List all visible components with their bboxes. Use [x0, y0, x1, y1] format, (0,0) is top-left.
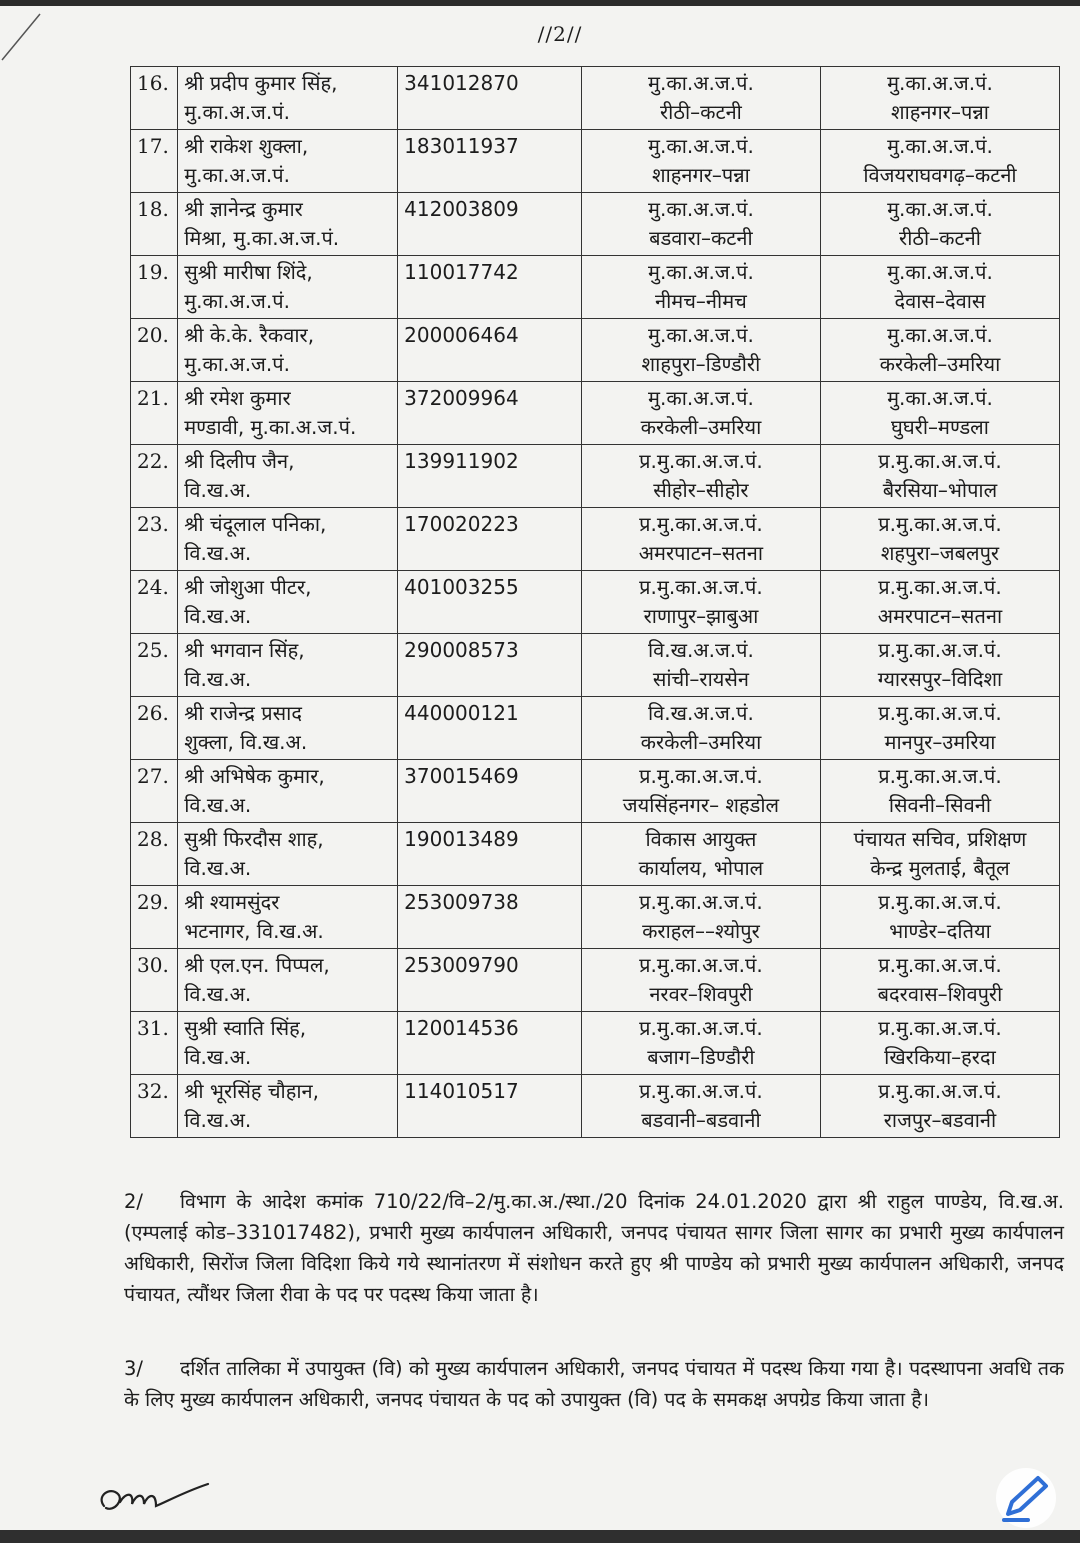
pen-icon [990, 1466, 1060, 1530]
current-posting-line-1: मु.का.अ.ज.पं. [648, 323, 754, 347]
table-row [131, 256, 1060, 319]
officer-name-line-1: श्री अभिषेक कुमार, [184, 764, 325, 788]
officer-name-line-1: सुश्री मारीषा शिंदे, [184, 260, 313, 284]
new-posting-line-2: घुघरी–मण्डला [891, 415, 989, 439]
serial-number-cell [131, 949, 178, 1012]
serial-number: 18. [137, 197, 169, 221]
current-posting-line-1: प्र.मु.का.अ.ज.पं. [639, 764, 763, 788]
paragraph-3-text: दर्शित तालिका में उपायुक्त (वि) को मुख्य कार्यपालन अधिकारी, जनपद पंचायत में पदस्थ किया गया है। पदस्थापना अवधि तक के लिए मुख्य कार्यपालन अधिकारी, जनपद पंचायत के पद को उपायुक्त (वि) पद के समकक्ष अपग्रेड किया जाता है। [124, 1357, 1064, 1411]
new-posting-cell [820, 1075, 1059, 1138]
employee-code-cell [398, 1012, 582, 1075]
officer-name-cell [178, 67, 398, 130]
officer-name-cell [178, 949, 398, 1012]
paragraph-3 [124, 1353, 1064, 1415]
serial-number-cell [131, 130, 178, 193]
paragraph-2-text: विभाग के आदेश कमांक 710/22/वि–2/मु.का.अ./स्था./20 दिनांक 24.01.2020 द्वारा श्री राहुल पाण्डेय, वि.ख.अ.(एम्पलाई कोड–331017482), प्रभारी मुख्य कार्यपालन अधिकारी, जनपद पंचायत सागर जिला सागर का प्रभारी मुख्य कार्यपालन अधिकारी, सिरोंज जिला विदिशा किये गये स्थानांतरण में संशोधन करते हुए श्री पाण्डेय को प्रभारी मुख्य कार्यपालन अधिकारी, जनपद पंचायत, त्यौंथर जिला रीवा के पद पर पदस्थ किया जाता है। [124, 1190, 1064, 1306]
table-row [131, 445, 1060, 508]
new-posting-line-1: मु.का.अ.ज.पं. [887, 323, 993, 347]
new-posting-line-1: प्र.मु.का.अ.ज.पं. [878, 512, 1002, 536]
officer-name-line-1: श्री ज्ञानेन्द्र कुमार [184, 197, 303, 221]
employee-code: 110017742 [404, 260, 519, 284]
table-row [131, 382, 1060, 445]
employee-code-cell [398, 760, 582, 823]
new-posting-line-2: मानपुर–उमरिया [884, 730, 996, 754]
officer-name-line-2: वि.ख.अ. [184, 541, 252, 565]
current-posting-cell [581, 256, 820, 319]
transfer-table [130, 66, 1060, 1138]
officer-name-line-1: श्री एल.एन. पिप्पल, [184, 953, 330, 977]
employee-code-cell [398, 130, 582, 193]
serial-number-cell [131, 445, 178, 508]
new-posting-cell [820, 823, 1059, 886]
serial-number: 16. [137, 71, 169, 95]
employee-code-cell [398, 67, 582, 130]
officer-name-line-2: शुक्ला, वि.ख.अ. [184, 730, 308, 754]
officer-name-line-1: श्री के.के. रैकवार, [184, 323, 315, 347]
officer-name-line-2: वि.ख.अ. [184, 478, 252, 502]
current-posting-cell [581, 508, 820, 571]
new-posting-cell [820, 382, 1059, 445]
serial-number-cell [131, 634, 178, 697]
signature [90, 1462, 230, 1526]
table-row [131, 697, 1060, 760]
employee-code-cell [398, 697, 582, 760]
current-posting-line-1: मु.का.अ.ज.पं. [648, 386, 754, 410]
current-posting-line-2: करकेली–उमरिया [640, 415, 762, 439]
officer-name-line-1: श्री जोशुआ पीटर, [184, 575, 312, 599]
current-posting-line-1: प्र.मु.का.अ.ज.पं. [639, 953, 763, 977]
serial-number-cell [131, 1075, 178, 1138]
new-posting-line-1: प्र.मु.का.अ.ज.पं. [878, 1016, 1002, 1040]
new-posting-line-2: केन्द्र मुलताई, बैतूल [870, 856, 1010, 880]
officer-name-line-1: श्री राकेश शुक्ला, [184, 134, 309, 158]
current-posting-cell [581, 1012, 820, 1075]
paragraph-3-number: 3/ [124, 1357, 143, 1380]
current-posting-line-2: रीठी–कटनी [659, 100, 742, 124]
officer-name-cell [178, 193, 398, 256]
employee-code: 290008573 [404, 638, 519, 662]
officer-name-cell [178, 571, 398, 634]
new-posting-line-1: प्र.मु.का.अ.ज.पं. [878, 1079, 1002, 1103]
new-posting-line-2: शहपुरा–जबलपुर [880, 541, 1000, 565]
current-posting-cell [581, 1075, 820, 1138]
current-posting-cell [581, 67, 820, 130]
current-posting-cell [581, 571, 820, 634]
officer-name-cell [178, 382, 398, 445]
new-posting-cell [820, 1012, 1059, 1075]
current-posting-line-2: कार्यालय, भोपाल [638, 856, 764, 880]
serial-number-cell [131, 823, 178, 886]
officer-name-line-1: श्री भगवान सिंह, [184, 638, 305, 662]
table-row [131, 823, 1060, 886]
table-row [131, 1012, 1060, 1075]
employee-code: 401003255 [404, 575, 519, 599]
top-edge [0, 0, 1080, 6]
officer-name-cell [178, 445, 398, 508]
current-posting-cell [581, 949, 820, 1012]
current-posting-line-1: मु.का.अ.ज.पं. [648, 134, 754, 158]
employee-code-cell [398, 886, 582, 949]
employee-code: 114010517 [404, 1079, 519, 1103]
current-posting-line-1: मु.का.अ.ज.पं. [648, 260, 754, 284]
new-posting-line-2: खिरकिया–हरदा [884, 1045, 996, 1069]
employee-code-cell [398, 1075, 582, 1138]
serial-number: 20. [137, 323, 169, 347]
table-row [131, 508, 1060, 571]
serial-number-cell [131, 256, 178, 319]
current-posting-line-1: प्र.मु.का.अ.ज.पं. [639, 1079, 763, 1103]
employee-code: 190013489 [404, 827, 519, 851]
officer-name-line-1: सुश्री फिरदौस शाह, [184, 827, 324, 851]
serial-number-cell [131, 1012, 178, 1075]
corner-pen-mark [0, 0, 60, 70]
new-posting-line-1: मु.का.अ.ज.पं. [887, 197, 993, 221]
officer-name-line-2: वि.ख.अ. [184, 1045, 252, 1069]
employee-code-cell [398, 823, 582, 886]
employee-code: 440000121 [404, 701, 519, 725]
serial-number-cell [131, 67, 178, 130]
current-posting-line-1: वि.ख.अ.ज.पं. [647, 701, 754, 725]
current-posting-line-2: बडवारा–कटनी [649, 226, 753, 250]
serial-number-cell [131, 193, 178, 256]
new-posting-cell [820, 886, 1059, 949]
serial-number: 21. [137, 386, 169, 410]
officer-name-cell [178, 130, 398, 193]
employee-code: 120014536 [404, 1016, 519, 1040]
employee-code: 372009964 [404, 386, 519, 410]
current-posting-line-1: प्र.मु.का.अ.ज.पं. [639, 575, 763, 599]
current-posting-cell [581, 823, 820, 886]
current-posting-line-2: शाहपुरा–डिण्डौरी [641, 352, 761, 376]
officer-name-line-1: श्री भूरसिंह चौहान, [184, 1079, 319, 1103]
officer-name-cell [178, 697, 398, 760]
current-posting-line-2: बजाग–डिण्डौरी [647, 1045, 755, 1069]
new-posting-cell [820, 193, 1059, 256]
new-posting-line-2: सिवनी–सिवनी [888, 793, 992, 817]
current-posting-cell [581, 193, 820, 256]
table-row [131, 634, 1060, 697]
new-posting-line-2: बैरसिया–भोपाल [882, 478, 998, 502]
new-posting-cell [820, 760, 1059, 823]
table-row [131, 319, 1060, 382]
new-posting-line-2: अमरपाटन–सतना [877, 604, 1003, 628]
table-row [131, 67, 1060, 130]
officer-name-line-1: श्री रमेश कुमार [184, 386, 291, 410]
employee-code: 370015469 [404, 764, 519, 788]
employee-code-cell [398, 445, 582, 508]
serial-number: 17. [137, 134, 169, 158]
table-row [131, 886, 1060, 949]
new-posting-cell [820, 256, 1059, 319]
officer-name-line-2: मण्डावी, मु.का.अ.ज.पं. [184, 415, 357, 439]
officer-name-line-1: श्री दिलीप जैन, [184, 449, 295, 473]
employee-code: 341012870 [404, 71, 519, 95]
new-posting-line-1: प्र.मु.का.अ.ज.पं. [878, 890, 1002, 914]
officer-name-cell [178, 319, 398, 382]
employee-code-cell [398, 634, 582, 697]
current-posting-line-1: वि.ख.अ.ज.पं. [647, 638, 754, 662]
new-posting-line-1: मु.का.अ.ज.पं. [887, 386, 993, 410]
new-posting-cell [820, 634, 1059, 697]
current-posting-cell [581, 445, 820, 508]
employee-code-cell [398, 949, 582, 1012]
officer-name-line-1: सुश्री स्वाति सिंह, [184, 1016, 307, 1040]
serial-number: 27. [137, 764, 169, 788]
new-posting-line-1: प्र.मु.का.अ.ज.पं. [878, 638, 1002, 662]
officer-name-line-2: वि.ख.अ. [184, 604, 252, 628]
new-posting-line-1: प्र.मु.का.अ.ज.पं. [878, 953, 1002, 977]
new-posting-line-2: राजपुर–बडवानी [883, 1108, 997, 1132]
serial-number: 30. [137, 953, 169, 977]
current-posting-line-2: बडवानी–बडवानी [641, 1108, 761, 1132]
serial-number: 26. [137, 701, 169, 725]
employee-code-cell [398, 508, 582, 571]
current-posting-line-2: शाहनगर–पन्ना [651, 163, 750, 187]
new-posting-cell [820, 571, 1059, 634]
new-posting-line-2: देवास–देवास [894, 289, 986, 313]
officer-name-cell [178, 1012, 398, 1075]
officer-name-cell [178, 886, 398, 949]
serial-number-cell [131, 886, 178, 949]
serial-number: 28. [137, 827, 169, 851]
new-posting-line-1: प्र.मु.का.अ.ज.पं. [878, 701, 1002, 725]
current-posting-cell [581, 886, 820, 949]
table-row [131, 130, 1060, 193]
officer-name-line-1: श्री श्यामसुंदर [184, 890, 280, 914]
current-posting-cell [581, 760, 820, 823]
employee-code: 200006464 [404, 323, 519, 347]
table-row [131, 1075, 1060, 1138]
serial-number: 29. [137, 890, 169, 914]
new-posting-line-1: पंचायत सचिव, प्रशिक्षण [853, 827, 1027, 851]
page-number: //2// [537, 22, 583, 46]
serial-number-cell [131, 760, 178, 823]
new-posting-line-2: भाण्डेर–दतिया [889, 919, 991, 943]
officer-name-line-2: मु.का.अ.ज.पं. [184, 163, 290, 187]
new-posting-line-2: ग्यारसपुर–विदिशा [877, 667, 1003, 691]
employee-code-cell [398, 382, 582, 445]
table-row [131, 193, 1060, 256]
serial-number: 22. [137, 449, 169, 473]
officer-name-line-2: मु.का.अ.ज.पं. [184, 100, 290, 124]
serial-number-cell [131, 508, 178, 571]
new-posting-cell [820, 319, 1059, 382]
new-posting-cell [820, 130, 1059, 193]
employee-code: 253009790 [404, 953, 519, 977]
table-row [131, 949, 1060, 1012]
officer-name-line-1: श्री राजेन्द्र प्रसाद [184, 701, 302, 725]
employee-code-cell [398, 256, 582, 319]
current-posting-line-1: विकास आयुक्त [645, 827, 757, 851]
serial-number: 23. [137, 512, 169, 536]
new-posting-line-1: प्र.मु.का.अ.ज.पं. [878, 575, 1002, 599]
serial-number-cell [131, 382, 178, 445]
current-posting-line-1: प्र.मु.का.अ.ज.पं. [639, 890, 763, 914]
current-posting-line-2: जयसिंहनगर– शहडोल [622, 793, 780, 817]
new-posting-line-2: करकेली–उमरिया [879, 352, 1001, 376]
serial-number-cell [131, 319, 178, 382]
employee-code: 253009738 [404, 890, 519, 914]
employee-code: 139911902 [404, 449, 519, 473]
officer-name-cell [178, 823, 398, 886]
employee-code: 170020223 [404, 512, 519, 536]
table-row [131, 760, 1060, 823]
current-posting-line-1: मु.का.अ.ज.पं. [648, 71, 754, 95]
serial-number: 32. [137, 1079, 169, 1103]
officer-name-line-2: वि.ख.अ. [184, 667, 252, 691]
new-posting-line-2: रीठी–कटनी [899, 226, 981, 250]
current-posting-cell [581, 130, 820, 193]
current-posting-line-2: नीमच–नीमच [654, 289, 747, 313]
new-posting-line-1: मु.का.अ.ज.पं. [887, 260, 993, 284]
officer-name-cell [178, 634, 398, 697]
current-posting-cell [581, 382, 820, 445]
transfer-table-body [131, 67, 1060, 1138]
officer-name-line-1: श्री चंदूलाल पनिका, [184, 512, 327, 536]
new-posting-cell [820, 949, 1059, 1012]
officer-name-cell [178, 760, 398, 823]
current-posting-line-1: प्र.मु.का.अ.ज.पं. [639, 1016, 763, 1040]
new-posting-cell [820, 508, 1059, 571]
current-posting-cell [581, 634, 820, 697]
current-posting-line-1: मु.का.अ.ज.पं. [648, 197, 754, 221]
new-posting-line-1: प्र.मु.का.अ.ज.पं. [878, 764, 1002, 788]
officer-name-line-1: श्री प्रदीप कुमार सिंह, [184, 71, 338, 95]
employee-code-cell [398, 319, 582, 382]
officer-name-line-2: वि.ख.अ. [184, 856, 252, 880]
bottom-edge [0, 1530, 1080, 1543]
new-posting-line-2: विजयराघवगढ़–कटनी [863, 163, 1017, 187]
new-posting-line-1: मु.का.अ.ज.पं. [887, 134, 993, 158]
officer-name-line-2: वि.ख.अ. [184, 982, 252, 1006]
current-posting-line-2: करकेली–उमरिया [640, 730, 762, 754]
new-posting-line-2: शाहनगर–पन्ना [891, 100, 989, 124]
officer-name-line-2: मु.का.अ.ज.पं. [184, 352, 290, 376]
new-posting-cell [820, 697, 1059, 760]
officer-name-cell [178, 1075, 398, 1138]
serial-number: 25. [137, 638, 169, 662]
current-posting-line-2: सीहोर–सीहोर [653, 478, 749, 502]
current-posting-cell [581, 697, 820, 760]
serial-number-cell [131, 571, 178, 634]
new-posting-line-2: बदरवास–शिवपुरी [877, 982, 1003, 1006]
new-posting-line-1: मु.का.अ.ज.पं. [887, 71, 993, 95]
officer-name-line-2: वि.ख.अ. [184, 793, 252, 817]
officer-name-cell [178, 508, 398, 571]
current-posting-line-2: अमरपाटन–सतना [638, 541, 764, 565]
current-posting-line-1: प्र.मु.का.अ.ज.पं. [639, 512, 763, 536]
officer-name-line-2: भटनागर, वि.ख.अ. [184, 919, 324, 943]
new-posting-cell [820, 445, 1059, 508]
employee-code: 412003809 [404, 197, 519, 221]
current-posting-line-2: नरवर–शिवपुरी [649, 982, 753, 1006]
paragraph-2 [124, 1186, 1064, 1310]
serial-number: 24. [137, 575, 169, 599]
current-posting-line-2: कराहल––श्योपुर [642, 919, 760, 943]
serial-number-cell [131, 697, 178, 760]
officer-name-line-2: मु.का.अ.ज.पं. [184, 289, 290, 313]
paragraph-2-number: 2/ [124, 1190, 143, 1213]
serial-number: 19. [137, 260, 169, 284]
officer-name-line-2: मिश्रा, मु.का.अ.ज.पं. [184, 226, 340, 250]
current-posting-line-2: सांची–रायसेन [652, 667, 750, 691]
current-posting-cell [581, 319, 820, 382]
serial-number: 31. [137, 1016, 169, 1040]
table-row [131, 571, 1060, 634]
new-posting-cell [820, 67, 1059, 130]
current-posting-line-1: प्र.मु.का.अ.ज.पं. [639, 449, 763, 473]
employee-code-cell [398, 571, 582, 634]
officer-name-cell [178, 256, 398, 319]
employee-code: 183011937 [404, 134, 519, 158]
current-posting-line-2: राणापुर–झाबुआ [643, 604, 759, 628]
new-posting-line-1: प्र.मु.का.अ.ज.पं. [878, 449, 1002, 473]
employee-code-cell [398, 193, 582, 256]
officer-name-line-2: वि.ख.अ. [184, 1108, 252, 1132]
